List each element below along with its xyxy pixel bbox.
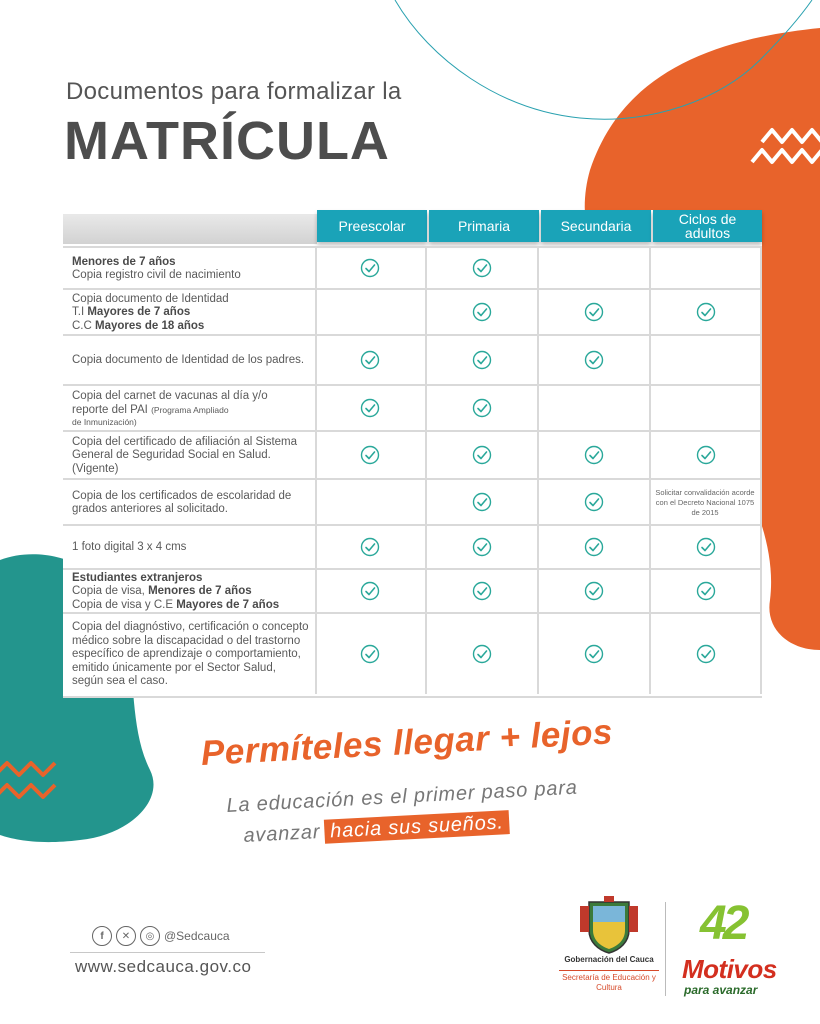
check-icon bbox=[584, 644, 604, 664]
row-label-bold: Mayores de 18 años bbox=[95, 319, 205, 332]
table-row bbox=[63, 568, 762, 614]
brand-subtitle: para avanzar bbox=[684, 983, 758, 997]
check-icon bbox=[472, 492, 492, 512]
check-icon bbox=[360, 537, 380, 557]
row-label-text: Copia registro civil de nacimiento bbox=[72, 269, 241, 281]
row-label-bold: Mayores de 7 años bbox=[87, 306, 191, 319]
row-label-bold: Menores de 7 años bbox=[148, 585, 252, 598]
check-icon bbox=[472, 302, 492, 322]
check-icon bbox=[696, 537, 716, 557]
check-icon bbox=[360, 350, 380, 370]
table-header bbox=[63, 210, 762, 246]
slogan-line1: La educación es el primer paso para bbox=[226, 776, 579, 817]
brand-title: Motivos bbox=[682, 954, 777, 984]
row-label-text: Copia de visa, bbox=[72, 585, 145, 598]
table-row bbox=[63, 524, 762, 570]
gov-name: Gobernación del Cauca bbox=[564, 955, 654, 964]
table-row bbox=[63, 288, 762, 336]
facebook-icon[interactable]: f bbox=[92, 926, 112, 946]
row-label-bold: Mayores de 7 años bbox=[176, 598, 280, 611]
check-icon bbox=[472, 350, 492, 370]
table-row bbox=[63, 430, 762, 480]
row-label-bold: Estudiantes extranjeros bbox=[72, 571, 203, 584]
slogan-highlight: hacia sus sueños. bbox=[324, 810, 511, 844]
website-link[interactable]: www.sedcauca.gov.co bbox=[75, 957, 252, 976]
check-icon bbox=[360, 644, 380, 664]
row-label-text: Copia del diagnóstivo, certificación o concepto médico sobre la discapacidad o del trastorno específico de aprendizaje o comportamiento, emitido únicamente por el Sector Salud, según sea el caso. bbox=[72, 621, 309, 688]
check-icon bbox=[584, 492, 604, 512]
check-icon bbox=[696, 581, 716, 601]
requirements-table bbox=[63, 210, 762, 696]
check-icon bbox=[472, 644, 492, 664]
row-label-text: reporte del PAI bbox=[72, 403, 148, 416]
check-icon bbox=[584, 350, 604, 370]
row-label-bold: Menores de 7 años bbox=[72, 255, 176, 268]
check-icon bbox=[472, 537, 492, 557]
row-label-text: 1 foto digital 3 x 4 cms bbox=[72, 541, 187, 554]
col-preescolar: Preescolar bbox=[317, 210, 427, 242]
header-blank bbox=[63, 214, 317, 244]
check-icon bbox=[360, 398, 380, 418]
check-icon bbox=[360, 581, 380, 601]
divider bbox=[70, 952, 265, 953]
row-label-text: T.I bbox=[72, 306, 85, 319]
slogan-headline: Permíteles llegar + lejos bbox=[200, 712, 614, 773]
table-row bbox=[63, 246, 762, 290]
row-label bbox=[72, 526, 310, 570]
social-links bbox=[92, 926, 230, 946]
row-label bbox=[72, 614, 310, 696]
table-row bbox=[63, 334, 762, 386]
row-label bbox=[72, 290, 310, 336]
brand-number: 42 bbox=[700, 897, 746, 950]
ciclos-note: Solicitar convalidación acorde con el Decreto Nacional 1075 de 2015 bbox=[655, 488, 755, 517]
row-label-text: Copia documento de Identidad de los padres. bbox=[72, 354, 305, 367]
check-icon bbox=[584, 581, 604, 601]
table-row bbox=[63, 612, 762, 698]
check-icon bbox=[584, 445, 604, 465]
check-icon bbox=[472, 398, 492, 418]
slogan-line2-text: avanzar bbox=[243, 820, 321, 847]
social-handle[interactable]: @Sedcauca bbox=[164, 929, 230, 943]
table-row bbox=[63, 384, 762, 432]
row-label bbox=[72, 336, 310, 386]
row-label-small: (Programa Ampliado bbox=[151, 404, 229, 415]
logo-divider bbox=[665, 902, 666, 996]
row-label-text: Copia del certificado de afiliación al Sistema General de Seguridad Social en Salud. (Vigente) bbox=[72, 435, 298, 475]
col-secundaria: Secundaria bbox=[541, 210, 651, 242]
check-icon bbox=[696, 644, 716, 664]
col-ciclos-adultos: Ciclos de adultos bbox=[653, 210, 762, 242]
check-icon bbox=[360, 258, 380, 278]
row-label-text: Copia de visa y C.E bbox=[72, 598, 173, 611]
check-icon bbox=[584, 537, 604, 557]
row-label bbox=[72, 432, 310, 480]
row-label bbox=[72, 480, 310, 526]
check-icon bbox=[584, 302, 604, 322]
check-icon bbox=[472, 258, 492, 278]
row-label-text: Copia de los certificados de escolaridad de grados anteriores al solicitado. bbox=[72, 489, 292, 515]
x-icon[interactable]: ✕ bbox=[116, 926, 136, 946]
row-label-text: Copia documento de Identidad bbox=[72, 292, 229, 305]
check-icon bbox=[472, 581, 492, 601]
gov-secretary: Secretaría de Educación y Cultura bbox=[559, 970, 659, 993]
row-label bbox=[72, 570, 310, 614]
row-label-text: C.C bbox=[72, 319, 92, 332]
check-icon bbox=[696, 302, 716, 322]
row-label-text: Copia del carnet de vacunas al día y/o bbox=[72, 390, 268, 402]
table-row bbox=[63, 478, 762, 526]
row-label bbox=[72, 248, 310, 290]
gobernacion-logo bbox=[580, 896, 638, 956]
check-icon bbox=[472, 445, 492, 465]
instagram-icon[interactable]: ◎ bbox=[140, 926, 160, 946]
row-label-small: de Inmunización) bbox=[72, 417, 137, 427]
row-label bbox=[72, 386, 310, 432]
col-primaria: Primaria bbox=[429, 210, 539, 242]
check-icon bbox=[696, 445, 716, 465]
check-icon bbox=[360, 445, 380, 465]
page-subtitle: Documentos para formalizar la bbox=[66, 78, 402, 105]
page-title: MATRÍCULA bbox=[64, 111, 390, 171]
